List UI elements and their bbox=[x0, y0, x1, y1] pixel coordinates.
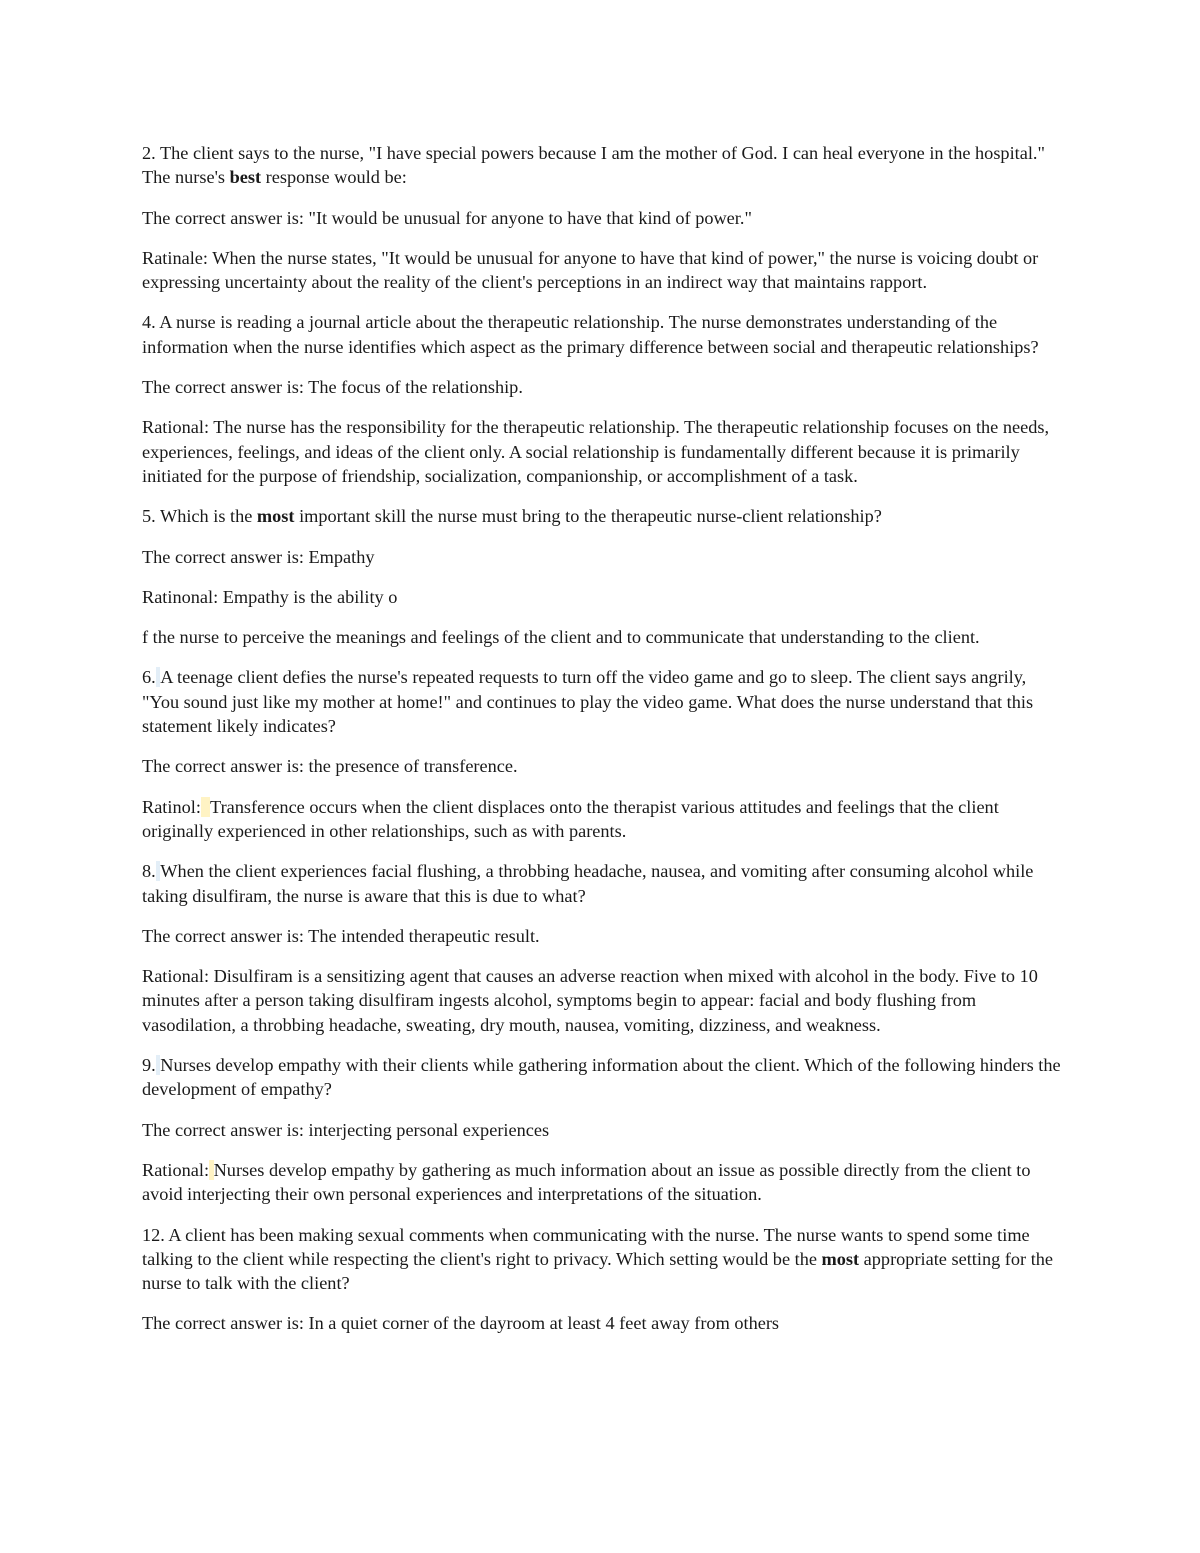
question-12 bbox=[142, 1223, 1062, 1296]
question-5-emphasis: most bbox=[256, 506, 295, 527]
question-5-text-b: important skill the nurse must bring to the therapeutic nurse-client relationship? bbox=[294, 506, 882, 527]
rationale-9-text: Nurses develop empathy by gathering as much information about an issue as possible directly from the client to avoid interjecting their own personal experiences and interpretations of the situation. bbox=[142, 1159, 1031, 1205]
rationale-6-label: Ratinol: bbox=[142, 796, 201, 817]
question-6-number: 6. bbox=[142, 667, 156, 688]
answer-5: The correct answer is: Empathy bbox=[142, 546, 375, 567]
question-5-text-a: 5. Which is the bbox=[142, 506, 257, 527]
question-2-emphasis: best bbox=[229, 167, 262, 188]
answer-12: The correct answer is: In a quiet corner of the dayroom at least 4 feet away from others bbox=[142, 1313, 780, 1334]
answer-9: The correct answer is: interjecting personal experiences bbox=[142, 1119, 550, 1140]
rationale-9 bbox=[142, 1158, 1062, 1207]
answer-8: The correct answer is: The intended therapeutic result. bbox=[142, 925, 540, 946]
rationale-6 bbox=[142, 795, 1062, 844]
rationale-8: Rational: Disulfiram is a sensitizing agent that causes an adverse reaction when mixed with alcohol in the body. Five to 10 minutes after a person taking disulfiram ingests alcohol, symptoms begin to appear: facial and body flushing from vasodilation, a throbbing headache, sweating, dry mouth, nausea, vomiting, dizziness, and weakness. bbox=[142, 966, 1038, 1035]
question-2 bbox=[142, 141, 1062, 190]
question-12-emphasis: most bbox=[821, 1248, 860, 1269]
highlight-marker bbox=[201, 797, 210, 817]
rationale-5-part-a: Ratinonal: Empathy is the ability o bbox=[142, 586, 398, 607]
question-8-text: When the client experiences facial flushing, a throbbing headache, nausea, and vomiting after consuming alcohol while taking disulfiram, the nurse is aware that this is due to what? bbox=[142, 861, 1034, 906]
question-9-number: 9. bbox=[142, 1055, 156, 1076]
question-8 bbox=[142, 859, 1062, 908]
question-12-text-b: appropriate setting for the nurse to talk with the client? bbox=[142, 1248, 1054, 1294]
question-9-text: Nurses develop empathy with their clients while gathering information about the client. Which of the following hinders the development of empathy? bbox=[142, 1055, 1061, 1100]
question-5 bbox=[142, 504, 1062, 528]
question-6-text: A teenage client defies the nurse's repeated requests to turn off the video game and go to sleep. The client says angrily, "You sound just like my mother at home!" and continues to play the video game. What does the nurse understand that this statement likely indicates? bbox=[142, 667, 1034, 737]
question-12-text-a: 12. A client has been making sexual comments when communicating with the nurse. The nurse wants to spend some time talking to the client while respecting the client's right to privacy. Which setting would be the bbox=[142, 1224, 1030, 1269]
rationale-2: Ratinale: When the nurse states, "It would be unusual for anyone to have that kind of power," the nurse is voicing doubt or expressing uncertainty about the reality of the client's perceptions in an indirect way that maintains rapport. bbox=[142, 247, 1039, 293]
rationale-4: Rational: The nurse has the responsibility for the therapeutic relationship. The therapeutic relationship focuses on the needs, experiences, feelings, and ideas of the client only. A social relationship is fundamentally different because it is primarily initiated for the purpose of friendship, socialization, companionship, or accomplishment of a task. bbox=[142, 417, 1050, 486]
question-8-number: 8. bbox=[142, 861, 156, 882]
rationale-5-part-b: f the nurse to perceive the meanings and feelings of the client and to communicate that understanding to the client. bbox=[142, 627, 980, 648]
question-2-text-b: response would be: bbox=[261, 167, 407, 188]
question-2-text-a: 2. The client says to the nurse, "I have special powers because I am the mother of God. I can heal everyone in the hospital." The nurse's bbox=[142, 143, 1045, 188]
rationale-6-text: Transference occurs when the client displaces onto the therapist various attitudes and feelings that the client originally experienced in other relationships, such as with parents. bbox=[142, 796, 999, 841]
document-page bbox=[142, 141, 1062, 1352]
rationale-9-label: Rational: bbox=[142, 1159, 210, 1180]
answer-4: The correct answer is: The focus of the relationship. bbox=[142, 377, 523, 398]
question-4: 4. A nurse is reading a journal article about the therapeutic relationship. The nurse demonstrates understanding of the information when the nurse identifies which aspect as the primary difference between social and therapeutic relationships? bbox=[142, 312, 1039, 357]
question-6 bbox=[142, 665, 1062, 738]
answer-2: The correct answer is: "It would be unusual for anyone to have that kind of power." bbox=[142, 207, 752, 228]
answer-6: The correct answer is: the presence of transference. bbox=[142, 756, 518, 777]
question-9 bbox=[142, 1053, 1062, 1102]
